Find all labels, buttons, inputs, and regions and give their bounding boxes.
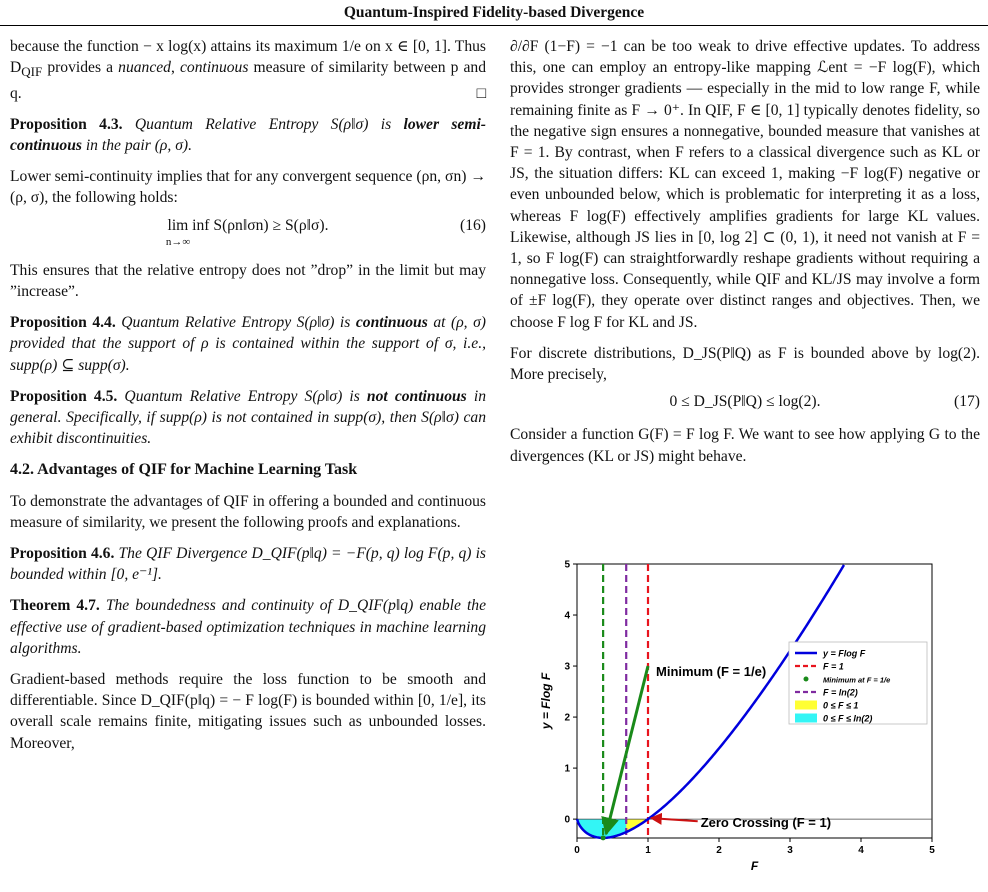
zero-crossing-annotation: Zero Crossing (F = 1) <box>700 815 832 831</box>
text: , <box>170 59 180 77</box>
proposition-4-5 <box>10 386 486 450</box>
section-heading: 4.2. Advantages of QIF for Machine Learning Task <box>10 461 358 479</box>
text: because the function − x log(x) attains its maximum 1/e on x ∈ [0, 1]. Thus D <box>10 38 486 77</box>
minimum-annotation: Minimum (F = 1/e) <box>656 664 767 680</box>
emphasis: not continuous <box>366 387 467 405</box>
text: The boundedness and continuity of D_QIF(p‖q) enable the effective use of gradient-based optimization techniques in machine learning algorithms. <box>10 597 486 657</box>
text: in the pair (ρ, σ). <box>81 136 192 154</box>
paragraph-consider: Consider a function G(F) = F log F. We want to see how applying G to the divergences (KL or JS) might behave. <box>510 426 980 465</box>
theorem-4-7 <box>10 595 486 659</box>
paragraph-max-entropy <box>10 36 486 104</box>
zero-crossing-arrow <box>651 818 698 821</box>
proposition-label: Proposition 4.6. <box>10 544 115 562</box>
proposition-4-3 <box>10 114 486 156</box>
legend-label: 0 ≤ F ≤ 1 <box>823 700 859 711</box>
paragraph-lower-semicontinuity: Lower semi-continuity implies that for any convergent sequence (ρn, σn) → (ρ, σ), the following holds: <box>10 168 486 207</box>
text: Quantum Relative Entropy S(ρ‖σ) is <box>122 115 404 133</box>
x-tick-label: 3 <box>787 845 793 856</box>
header-rule <box>0 25 988 26</box>
subscript: QIF <box>21 64 43 80</box>
x-tick-label: 2 <box>716 845 722 856</box>
paragraph-entropy-mapping: ∂/∂F (1−F) = −1 can be too weak to drive effective updates. To address this, one can employ an entropy-like mapping ℒent = −F log(F), which provides stronger gradients — especially in the mid to low range F, while remaining finite as F → 0⁺. In QIF, F ∈ [0, 1] typically denotes fidelity, so the negative sign ensures a nonnegative, bounded measure that vanishes at F = 1. By contrast, when F refers to a classical divergence such as KL or JS, the situation differs: KL can exceed 1, making −F log(F) negative or even unbounded below, which is problematic for interpreting it as a loss, whereas F log(F) effectively amplifies gradients for large KL values. Likewise, although JS lies in [0, log 2] ⊂ (0, 1), it need not vanish at F = 1, so F log(F) can straightforwardly reshape gradients without requiring a nonnegative loss. Consequently, while QIF and KL/JS may involve a form of ±F log(F), they operate over distinct ranges and objectives. Then, we choose F log F for KL and JS. <box>510 38 980 331</box>
text: provides a <box>42 59 119 77</box>
equation-number: (17) <box>954 393 980 411</box>
proposition-label: Proposition 4.3. <box>10 115 123 133</box>
theorem-label: Theorem 4.7. <box>10 597 100 615</box>
equation-16 <box>10 215 486 248</box>
proposition-label: Proposition 4.4. <box>10 314 116 332</box>
legend-label: y = Flog F <box>823 648 866 659</box>
proposition-label: Proposition 4.5. <box>10 387 118 405</box>
text: at (ρ, σ) provided that the support of ρ is contained within the support of σ, i.e., supp(ρ) ⊆ supp(σ). <box>10 314 486 374</box>
text: Quantum Relative Entropy S(ρ‖σ) is <box>115 314 356 332</box>
paragraph-advantages: To demonstrate the advantages of QIF in offering a bounded and continuous measure of similarity, we present the following proofs and explanations. <box>10 492 486 531</box>
text: in general. Specifically, if supp(ρ) is not contained in supp(σ), then S(ρ‖σ) can exhibit discontinuities. <box>10 387 487 448</box>
x-tick-label: 0 <box>574 845 580 856</box>
text: measure of similarity between p and q. <box>10 59 486 102</box>
x-tick-label: 4 <box>858 845 864 856</box>
paragraph-discrete: For discrete distributions, D_JS(P‖Q) as F is bounded above by log(2). More precisely, <box>510 344 980 384</box>
y-tick-label: 4 <box>564 610 570 622</box>
equation-17 <box>510 391 980 412</box>
legend-swatch-min <box>804 677 809 682</box>
emphasis: nuanced <box>118 59 171 77</box>
equation-body: lim inf S(ρn‖σn) ≥ S(ρ‖σ). <box>167 216 329 234</box>
running-header: Quantum-Inspired Fidelity-based Divergence <box>343 4 645 21</box>
qed-symbol: □ <box>476 84 486 102</box>
legend-swatch-shade <box>795 701 817 710</box>
figure-flogf <box>537 556 949 876</box>
y-axis-label: y = Flog F <box>539 672 553 730</box>
equation-body: 0 ≤ D_JS(P‖Q) ≤ log(2). <box>669 393 821 411</box>
emphasis: continuous <box>355 314 428 332</box>
proposition-4-4 <box>10 312 486 376</box>
y-tick-label: 1 <box>564 763 570 775</box>
legend-label: Minimum at F = 1/e <box>823 675 891 685</box>
legend-label: F = 1 <box>823 661 844 672</box>
legend-label: 0 ≤ F ≤ ln(2) <box>823 713 873 724</box>
y-tick-label: 3 <box>564 661 570 673</box>
legend-swatch-shade <box>795 714 817 723</box>
minimum-point <box>601 835 606 840</box>
right-column <box>510 36 980 477</box>
y-tick-label: 0 <box>564 814 570 826</box>
y-tick-label: 5 <box>564 559 570 571</box>
x-tick-label: 5 <box>929 845 935 856</box>
x-axis-label: F <box>750 859 759 873</box>
left-column <box>10 36 486 764</box>
paragraph-relative-entropy: This ensures that the relative entropy does not ”drop” in the limit but may ”increase”. <box>10 261 486 300</box>
legend-label: F = ln(2) <box>823 687 858 698</box>
text: Quantum Relative Entropy S(ρ‖σ) is <box>117 387 367 405</box>
flogf-chart <box>537 556 949 876</box>
emphasis: continuous <box>179 59 249 77</box>
text: The QIF Divergence D_QIF(p‖q) = −F(p, q) log F(p, q) is bounded within [0, e⁻¹]. <box>10 544 486 584</box>
equation-subscript: n→∞ <box>165 235 191 248</box>
equation-number: (16) <box>460 216 486 234</box>
proposition-4-6 <box>10 543 486 585</box>
x-tick-label: 1 <box>645 845 651 856</box>
paragraph-gradient: Gradient-based methods require the loss function to be smooth and differentiable. Since D_QIF(p‖q) = − F log(F) is bounded within [0, 1/e], its overall scale remains finite, mitigating issues such as unbounded losses. Moreover, <box>10 670 486 752</box>
y-tick-label: 2 <box>564 712 570 724</box>
emphasis: lower semi-continuous <box>10 115 486 154</box>
